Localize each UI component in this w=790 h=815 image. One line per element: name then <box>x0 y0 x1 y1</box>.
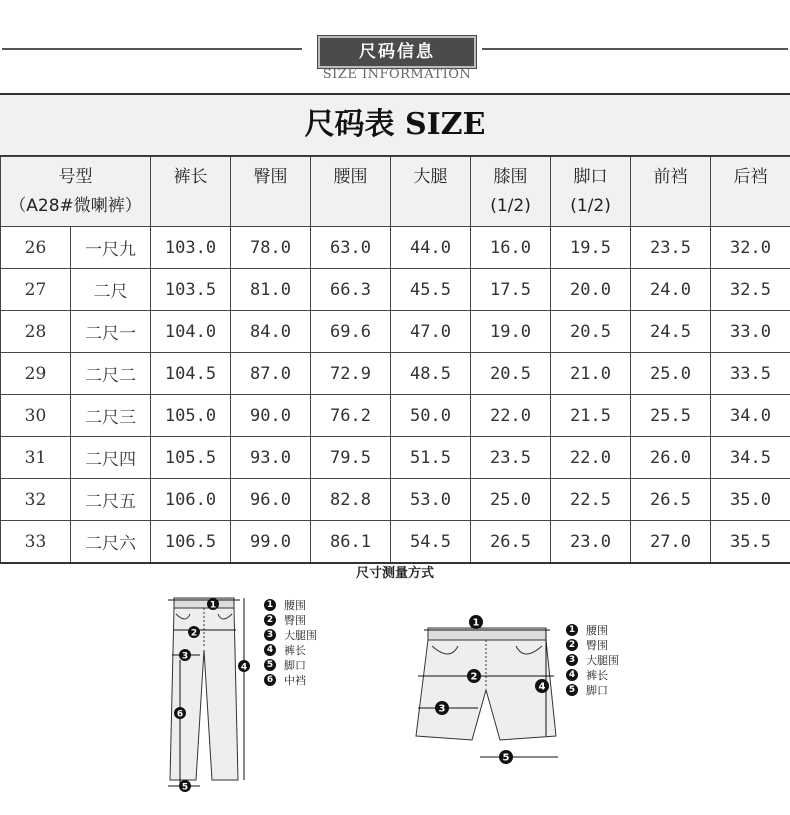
measurement-cell: 99.0 <box>231 521 311 564</box>
legend-label: 裤长 <box>586 668 608 682</box>
measurement-cell: 96.0 <box>231 479 311 521</box>
size-name-cell: 二尺 <box>71 269 151 311</box>
section-title: 尺码信息 <box>318 36 476 68</box>
header-rule-left <box>2 48 302 50</box>
measurement-cell: 63.0 <box>311 227 391 269</box>
legend-item <box>566 652 619 667</box>
measurement-cell: 21.0 <box>551 353 631 395</box>
measurement-cell: 103.5 <box>151 269 231 311</box>
column-header: 膝围 (1/2) <box>471 157 551 227</box>
legend-label: 裤长 <box>284 643 306 657</box>
legend-label: 中裆 <box>284 673 306 687</box>
table-row <box>1 479 790 521</box>
measurement-cell: 87.0 <box>231 353 311 395</box>
measurement-cell: 76.2 <box>311 395 391 437</box>
legend-item <box>264 642 317 657</box>
table-row <box>1 311 790 353</box>
measurement-cell: 25.0 <box>471 479 551 521</box>
measurement-cell: 34.5 <box>711 437 790 479</box>
measurement-cell: 93.0 <box>231 437 311 479</box>
measurement-cell: 23.5 <box>471 437 551 479</box>
measurement-cell: 84.0 <box>231 311 311 353</box>
marker-label: 2 <box>470 671 478 683</box>
marker-label: 4 <box>538 681 546 693</box>
legend-number-badge: 5 <box>264 659 276 671</box>
table-row <box>1 227 790 269</box>
marker-label: 1 <box>472 617 480 629</box>
section-subtitle: SIZE INFORMATION <box>322 67 472 82</box>
size-number-cell: 33 <box>1 521 71 564</box>
table-row <box>1 395 790 437</box>
table-row <box>1 437 790 479</box>
marker-label: 6 <box>176 709 184 720</box>
measurement-cell: 66.3 <box>311 269 391 311</box>
size-table <box>0 156 790 564</box>
shorts-diagram <box>410 610 560 770</box>
measurement-cell: 106.0 <box>151 479 231 521</box>
legend-item <box>264 612 317 627</box>
measurement-cell: 22.0 <box>551 437 631 479</box>
legend-number-badge: 4 <box>264 644 276 656</box>
measurement-cell: 20.5 <box>471 353 551 395</box>
table-header-row <box>1 157 790 227</box>
measurement-cell: 22.5 <box>551 479 631 521</box>
measurement-cell: 79.5 <box>311 437 391 479</box>
size-table-block <box>0 93 790 564</box>
pants-diagram <box>160 590 260 800</box>
measurement-cell: 47.0 <box>391 311 471 353</box>
legend-number-badge: 1 <box>566 624 578 636</box>
legend-number-badge: 1 <box>264 599 276 611</box>
size-name-cell: 二尺五 <box>71 479 151 521</box>
marker-label: 1 <box>209 600 217 611</box>
pants-legend <box>264 597 317 687</box>
measurement-cell: 105.0 <box>151 395 231 437</box>
column-header: 后裆 <box>711 157 790 227</box>
measurement-cell: 103.0 <box>151 227 231 269</box>
measurement-cell: 104.5 <box>151 353 231 395</box>
column-header: 号型 （A28#微喇裤） <box>1 157 151 227</box>
legend-number-badge: 6 <box>264 674 276 686</box>
size-number-cell: 30 <box>1 395 71 437</box>
measurement-cell: 35.0 <box>711 479 790 521</box>
marker-label: 5 <box>181 782 189 793</box>
legend-item <box>264 627 317 642</box>
column-header: 前裆 <box>631 157 711 227</box>
measurement-cell: 106.5 <box>151 521 231 564</box>
measurement-cell: 45.5 <box>391 269 471 311</box>
legend-label: 大腿围 <box>586 653 619 667</box>
legend-item <box>566 637 619 652</box>
measurement-cell: 78.0 <box>231 227 311 269</box>
measurement-cell: 48.5 <box>391 353 471 395</box>
measurement-cell: 16.0 <box>471 227 551 269</box>
legend-label: 腰围 <box>586 623 608 637</box>
marker-label: 4 <box>240 662 248 673</box>
legend-item <box>264 657 317 672</box>
measurement-cell: 81.0 <box>231 269 311 311</box>
size-name-cell: 二尺一 <box>71 311 151 353</box>
measurement-cell: 23.5 <box>631 227 711 269</box>
measurement-cell: 26.5 <box>471 521 551 564</box>
column-header: 脚口 (1/2) <box>551 157 631 227</box>
measurement-cell: 44.0 <box>391 227 471 269</box>
table-row <box>1 521 790 564</box>
legend-item <box>566 667 619 682</box>
legend-number-badge: 3 <box>566 654 578 666</box>
measurement-cell: 54.5 <box>391 521 471 564</box>
size-number-cell: 32 <box>1 479 71 521</box>
size-name-cell: 二尺六 <box>71 521 151 564</box>
legend-number-badge: 3 <box>264 629 276 641</box>
size-number-cell: 26 <box>1 227 71 269</box>
measurement-cell: 26.0 <box>631 437 711 479</box>
measurement-cell: 69.6 <box>311 311 391 353</box>
size-number-cell: 27 <box>1 269 71 311</box>
legend-item <box>566 622 619 637</box>
size-number-cell: 31 <box>1 437 71 479</box>
legend-label: 脚口 <box>586 683 608 697</box>
size-number-cell: 28 <box>1 311 71 353</box>
legend-number-badge: 2 <box>566 639 578 651</box>
measurement-cell: 25.0 <box>631 353 711 395</box>
legend-label: 臀围 <box>284 613 306 627</box>
column-header: 臀围 <box>231 157 311 227</box>
size-name-cell: 二尺二 <box>71 353 151 395</box>
size-name-cell: 一尺九 <box>71 227 151 269</box>
table-row <box>1 353 790 395</box>
measurement-cell: 50.0 <box>391 395 471 437</box>
measurement-cell: 51.5 <box>391 437 471 479</box>
measurement-cell: 27.0 <box>631 521 711 564</box>
measurement-title: 尺寸测量方式 <box>355 566 434 581</box>
measurement-cell: 24.5 <box>631 311 711 353</box>
marker-label: 2 <box>190 628 198 639</box>
legend-item <box>264 597 317 612</box>
legend-item <box>566 682 619 697</box>
measurement-cell: 19.5 <box>551 227 631 269</box>
measurement-cell: 32.0 <box>711 227 790 269</box>
column-header: 裤长 <box>151 157 231 227</box>
measurement-cell: 90.0 <box>231 395 311 437</box>
legend-label: 脚口 <box>284 658 306 672</box>
legend-label: 大腿围 <box>284 628 317 642</box>
measurement-cell: 23.0 <box>551 521 631 564</box>
size-table-title: 尺码表 SIZE <box>0 93 790 156</box>
measurement-cell: 20.0 <box>551 269 631 311</box>
legend-number-badge: 2 <box>264 614 276 626</box>
marker-label: 3 <box>181 651 189 662</box>
measurement-cell: 72.9 <box>311 353 391 395</box>
size-number-cell: 29 <box>1 353 71 395</box>
measurement-cell: 25.5 <box>631 395 711 437</box>
legend-item <box>264 672 317 687</box>
measurement-cell: 53.0 <box>391 479 471 521</box>
measurement-cell: 26.5 <box>631 479 711 521</box>
measurement-cell: 32.5 <box>711 269 790 311</box>
column-header: 大腿 <box>391 157 471 227</box>
shorts-legend <box>566 622 619 697</box>
header-rule-right <box>482 48 788 50</box>
measurement-cell: 21.5 <box>551 395 631 437</box>
size-name-cell: 二尺三 <box>71 395 151 437</box>
measurement-cell: 35.5 <box>711 521 790 564</box>
measurement-cell: 19.0 <box>471 311 551 353</box>
measurement-cell: 86.1 <box>311 521 391 564</box>
legend-label: 臀围 <box>586 638 608 652</box>
measurement-cell: 17.5 <box>471 269 551 311</box>
measurement-cell: 82.8 <box>311 479 391 521</box>
legend-label: 腰围 <box>284 598 306 612</box>
measurement-cell: 33.0 <box>711 311 790 353</box>
measurement-cell: 34.0 <box>711 395 790 437</box>
measurement-cell: 104.0 <box>151 311 231 353</box>
measurement-cell: 22.0 <box>471 395 551 437</box>
measurement-cell: 24.0 <box>631 269 711 311</box>
legend-number-badge: 4 <box>566 669 578 681</box>
marker-label: 5 <box>502 752 510 764</box>
measurement-cell: 20.5 <box>551 311 631 353</box>
measurement-cell: 105.5 <box>151 437 231 479</box>
legend-number-badge: 5 <box>566 684 578 696</box>
measurement-cell: 33.5 <box>711 353 790 395</box>
marker-label: 3 <box>438 703 446 715</box>
table-row <box>1 269 790 311</box>
size-name-cell: 二尺四 <box>71 437 151 479</box>
column-header: 腰围 <box>311 157 391 227</box>
